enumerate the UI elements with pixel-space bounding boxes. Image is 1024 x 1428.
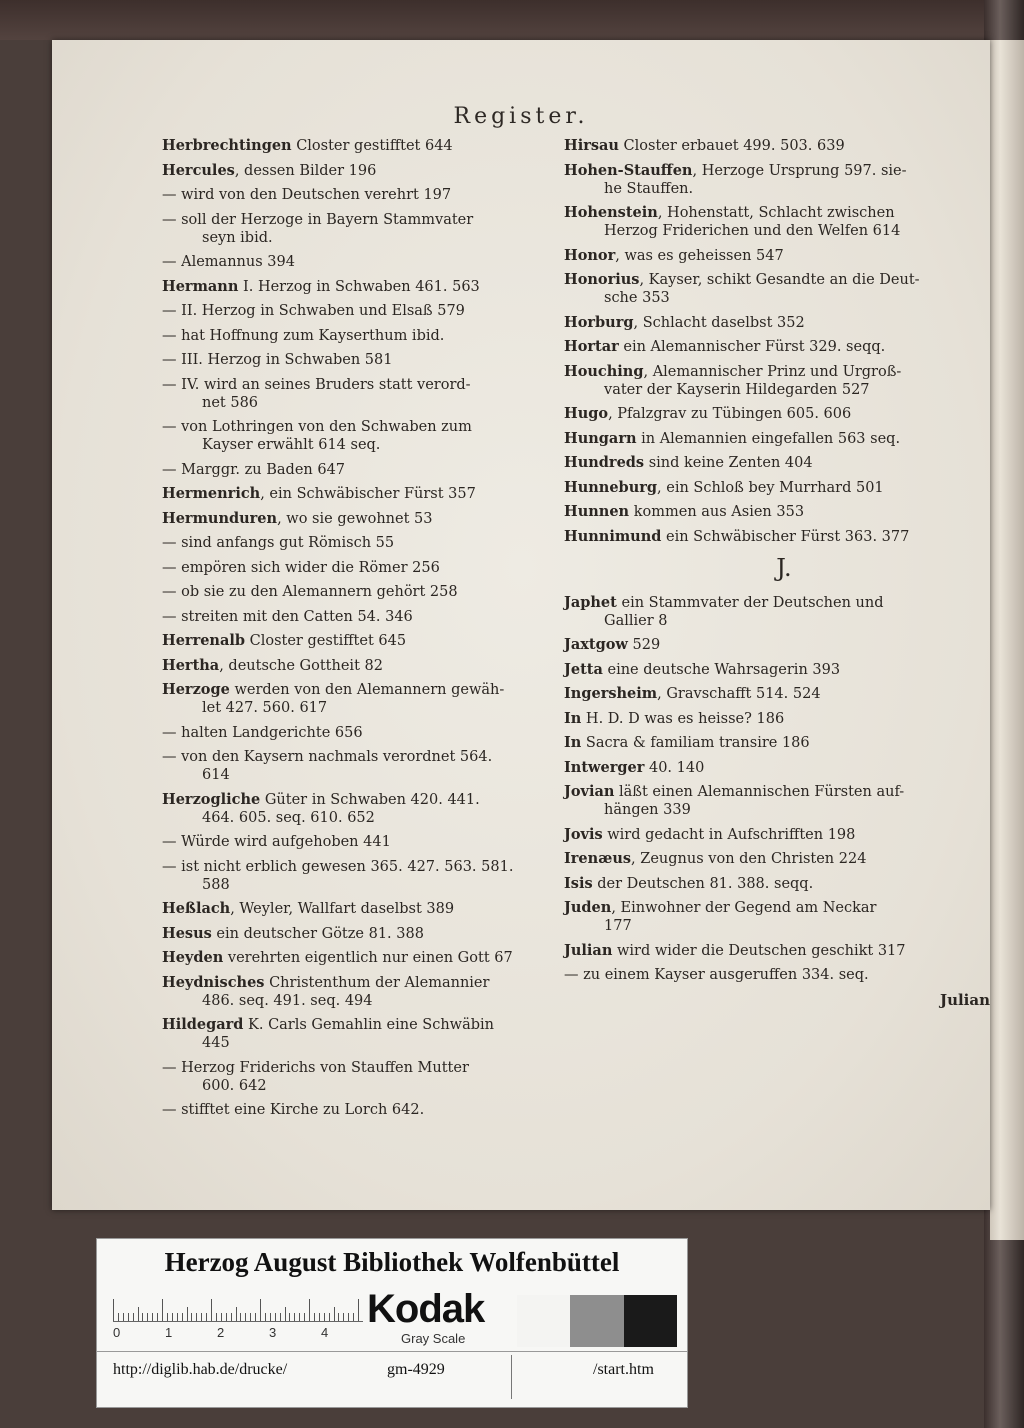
register-entry: [564, 966, 1004, 984]
entry-headword: Hildegard: [162, 1016, 244, 1033]
entry-text: , was es geheissen 547: [615, 247, 784, 264]
ruler-tick: [294, 1313, 295, 1321]
entry-text: der Deutschen 81. 388. seqq.: [592, 875, 814, 892]
entry-text: , dessen Bilder 196: [234, 162, 377, 179]
entry-text: , deutsche Gottheit 82: [219, 657, 383, 674]
entry-text: , Schlacht daselbst 352: [633, 314, 805, 331]
section-letter: J.: [776, 553, 792, 582]
entry-headword: Heyden: [162, 949, 224, 966]
entry-headword: Hugo: [564, 405, 609, 422]
register-entry: [564, 430, 1004, 448]
entry-continuation: Gallier 8: [604, 612, 668, 629]
register-entry: [564, 661, 1004, 679]
entry-headword: Hortar: [564, 338, 619, 355]
register-entry: [564, 314, 1004, 332]
entry-text: H. D. D was es heisse? 186: [581, 710, 785, 727]
entry-text: , Alemannischer Prinz und Urgroß-: [643, 363, 902, 380]
entry-text: — wird von den Deutschen verehrt 197: [162, 187, 452, 203]
entry-text: — Alemannus 394: [162, 254, 295, 270]
entry-continuation: seyn ibid.: [202, 229, 273, 246]
entry-continuation: Kayser erwählt 614 seq.: [202, 437, 381, 453]
entry-text: — IV. wird an seines Bruders statt verord-: [162, 376, 471, 393]
entry-headword: Hohen-Stauffen: [564, 161, 693, 179]
entry-text: Closter gestifftet 645: [245, 633, 407, 649]
entry-headword: Herbrechtingen: [162, 137, 292, 154]
entry-headword: Herzogliche: [162, 790, 261, 808]
entry-continuation: 600. 642: [202, 1077, 267, 1094]
ruler-tick: [118, 1313, 119, 1321]
entry-continuation: 177: [604, 918, 632, 934]
entry-headword: In: [564, 709, 582, 727]
register-entry: [162, 681, 612, 717]
register-entry: [162, 211, 612, 247]
ruler-tick: [236, 1307, 237, 1321]
entry-headword: Ingersheim: [564, 685, 658, 702]
entry-headword: Heßlach: [162, 900, 231, 917]
entry-continuation: 464. 605. seq. 610. 652: [202, 809, 375, 826]
register-entry: [162, 485, 612, 503]
entry-headword: Herzoge: [162, 681, 230, 698]
ruler-tick: [182, 1313, 183, 1321]
register-entry: [564, 594, 1004, 630]
ruler: [113, 1293, 363, 1322]
ruler-tick: [285, 1307, 286, 1321]
entry-headword: Jaxtgow: [564, 636, 628, 653]
entry-text: , Weyler, Wallfart daselbst 389: [230, 901, 455, 917]
ruler-number: 1: [165, 1325, 173, 1340]
entry-headword: Jovis: [564, 825, 603, 843]
entry-headword: Hunnimund: [564, 527, 662, 545]
ruler-tick: [206, 1313, 207, 1321]
register-entry: [564, 204, 1004, 240]
register-entry: [564, 850, 1004, 868]
card-divider: [97, 1351, 687, 1352]
register-entry: [162, 833, 612, 851]
entry-continuation: 445: [202, 1035, 230, 1051]
ruler-tick: [216, 1313, 217, 1321]
ruler-tick: [138, 1307, 139, 1321]
gray-scale-card: [96, 1238, 688, 1408]
entry-text: , ein Schwäbischer Fürst 357: [260, 486, 476, 502]
ruler-tick: [329, 1313, 330, 1321]
entry-text: sind keine Zenten 404: [644, 455, 813, 471]
ruler-tick: [309, 1299, 310, 1321]
register-entry: [162, 1059, 612, 1095]
register-entry: [162, 1101, 612, 1119]
register-entry: [564, 271, 1004, 307]
entry-headword: Honorius: [564, 271, 640, 288]
ruler-tick: [265, 1313, 266, 1321]
register-entry: [564, 363, 1004, 399]
entry-headword: Japhet: [564, 593, 617, 611]
register-entry: [162, 748, 612, 784]
entry-text: — II. Herzog in Schwaben und Elsaß 579: [162, 303, 465, 319]
register-entry: [162, 137, 612, 155]
register-entry: [564, 454, 1004, 472]
entry-text: Güter in Schwaben 420. 441.: [260, 791, 480, 808]
entry-text: — streiten mit den Catten 54. 346: [162, 608, 413, 625]
register-entry: [162, 900, 612, 918]
register-entry: [162, 657, 612, 675]
entry-headword: Herrenalb: [162, 632, 246, 649]
library-title: Herzog August Bibliothek Wolfenbüttel: [164, 1247, 620, 1277]
ruler-tick: [280, 1313, 281, 1321]
entry-text: Closter gestifftet 644: [291, 138, 453, 154]
entry-text: , Einwohner der Gegend am Neckar: [611, 900, 877, 916]
kodak-logo: Kodak: [367, 1287, 485, 1331]
entry-text: , Herzoge Ursprung 597. sie-: [692, 162, 907, 179]
entry-headword: Hunneburg: [564, 478, 658, 496]
entry-text: — Marggr. zu Baden 647: [162, 461, 346, 478]
register-entry: [564, 826, 1004, 844]
register-entry: [564, 783, 1004, 819]
ruler-tick: [260, 1299, 261, 1321]
entry-headword: Intwerger: [564, 758, 645, 776]
ruler-tick: [187, 1307, 188, 1321]
running-head: Register.: [453, 104, 589, 129]
ruler-tick: [319, 1313, 320, 1321]
ruler-tick: [201, 1313, 202, 1321]
ruler-tick: [123, 1313, 124, 1321]
register-entry: [564, 636, 1004, 654]
entry-headword: In: [564, 734, 582, 751]
gray-scale-label: Gray Scale: [401, 1331, 466, 1346]
entry-text: I. Herzog in Schwaben 461. 563: [238, 278, 480, 295]
entry-continuation: let 427. 560. 617: [202, 700, 328, 716]
ruler-tick: [358, 1299, 359, 1321]
entry-text: — III. Herzog in Schwaben 581: [162, 352, 393, 368]
register-entry: [162, 534, 612, 552]
entry-text: — ob sie zu den Alemannern gehört 258: [162, 584, 458, 600]
entry-headword: Horburg: [564, 313, 634, 331]
entry-headword: Hungarn: [564, 429, 637, 447]
ruler-tick: [275, 1313, 276, 1321]
gray-swatch: [570, 1295, 623, 1347]
ruler-number: 4: [321, 1325, 329, 1340]
gray-swatch: [624, 1295, 677, 1347]
entry-headword: Hermunduren: [162, 509, 278, 527]
ruler-number: 2: [217, 1325, 225, 1340]
register-entry: [564, 503, 1004, 521]
entry-headword: Jovian: [564, 783, 615, 800]
entry-text: — halten Landgerichte 656: [162, 724, 363, 741]
register-entry: [162, 583, 612, 601]
card-url-suffix: /start.htm: [593, 1361, 654, 1378]
ruler-tick: [167, 1313, 168, 1321]
entry-text: , Zeugnus von den Christen 224: [631, 851, 867, 867]
entry-text: — ist nicht erblich gewesen 365. 427. 563. 581.: [162, 858, 514, 875]
register-entry: [564, 875, 1004, 893]
register-entry: [564, 734, 1004, 752]
ruler-tick: [142, 1313, 143, 1321]
entry-text: — von den Kaysern nachmals verordnet 564.: [162, 749, 493, 765]
catchword: Julian: [939, 990, 990, 1009]
entry-text: , ein Schloß bey Murrhard 501: [657, 479, 884, 496]
ruler-tick: [343, 1313, 344, 1321]
entry-continuation: 588: [202, 876, 230, 893]
entry-continuation: 486. seq. 491. seq. 494: [202, 992, 373, 1009]
footer-separator: [511, 1355, 512, 1399]
register-entry: [162, 162, 612, 180]
entry-continuation: 614: [202, 767, 230, 783]
ruler-tick: [338, 1313, 339, 1321]
register-entry: [564, 162, 1004, 198]
entry-text: ein Schwäbischer Fürst 363. 377: [661, 528, 910, 545]
entry-text: kommen aus Asien 353: [629, 504, 805, 520]
ruler-tick: [147, 1313, 148, 1321]
book-page: [52, 40, 990, 1210]
entry-text: , wo sie gewohnet 53: [277, 510, 433, 527]
entry-headword: Hertha: [162, 656, 220, 674]
ruler-tick: [304, 1313, 305, 1321]
register-entry: [162, 608, 612, 626]
entry-text: K. Carls Gemahlin eine Schwäbin: [243, 1017, 494, 1033]
register-entry: [162, 302, 612, 320]
ruler-tick: [172, 1313, 173, 1321]
ruler-number: 0: [113, 1325, 121, 1340]
ruler-tick: [196, 1313, 197, 1321]
ruler-tick: [191, 1313, 192, 1321]
h-entries: [564, 137, 1004, 546]
entry-text: — hat Hoffnung zum Kayserthum ibid.: [162, 327, 445, 344]
ruler-tick: [162, 1299, 163, 1321]
ruler-tick: [270, 1313, 271, 1321]
register-entry: [162, 632, 612, 650]
entry-text: , Kayser, schikt Gesandte an die Deut-: [639, 272, 920, 288]
entry-text: wird gedacht in Aufschrifften 198: [602, 826, 856, 843]
entry-text: , Pfalzgrav zu Tübingen 605. 606: [608, 406, 852, 422]
register-entry: [162, 461, 612, 479]
entry-text: — empören sich wider die Römer 256: [162, 559, 440, 576]
register-entry: [162, 925, 612, 943]
ruler-tick: [299, 1313, 300, 1321]
entry-text: , Gravschafft 514. 524: [657, 686, 821, 702]
ruler-number: 3: [269, 1325, 277, 1340]
register-entry: [162, 1016, 612, 1052]
entry-headword: Hohenstein: [564, 204, 658, 221]
ruler-tick: [245, 1313, 246, 1321]
register-entry: [162, 186, 612, 204]
entry-text: — soll der Herzoge in Bayern Stammvater: [162, 211, 474, 228]
entry-headword: Juden: [564, 899, 612, 916]
ruler-tick: [113, 1299, 114, 1321]
register-entry: [564, 899, 1004, 935]
register-entry: [564, 685, 1004, 703]
register-entry: [564, 137, 1004, 155]
ruler-tick: [133, 1313, 134, 1321]
card-url: http://diglib.hab.de/drucke/: [113, 1361, 288, 1378]
right-column: [564, 137, 1004, 1009]
entry-text: eine deutsche Wahrsagerin 393: [602, 661, 841, 678]
ruler-tick: [314, 1313, 315, 1321]
register-entry: [162, 253, 612, 271]
ruler-tick: [231, 1313, 232, 1321]
ruler-tick: [250, 1313, 251, 1321]
ruler-tick: [289, 1313, 290, 1321]
entry-headword: Julian: [564, 941, 613, 959]
ruler-tick: [157, 1313, 158, 1321]
entry-headword: Hundreds: [564, 454, 645, 471]
register-entry: [564, 247, 1004, 265]
entry-text: 40. 140: [644, 759, 705, 776]
entry-continuation: he Stauffen.: [604, 180, 694, 197]
entry-headword: Honor: [564, 246, 616, 264]
register-entry: [162, 418, 612, 454]
ruler-tick: [221, 1313, 222, 1321]
ruler-tick: [240, 1313, 241, 1321]
register-entry: [162, 949, 612, 967]
register-entry: [162, 724, 612, 742]
entry-headword: Houching: [564, 362, 644, 380]
ruler-tick: [128, 1313, 129, 1321]
register-entry: [564, 338, 1004, 356]
entry-text: — sind anfangs gut Römisch 55: [162, 535, 395, 551]
entry-continuation: net 586: [202, 394, 259, 411]
entry-text: Christenthum der Alemannier: [264, 974, 490, 991]
ruler-tick: [255, 1313, 256, 1321]
entry-text: — Würde wird aufgehoben 441: [162, 834, 391, 850]
ruler-tick: [211, 1299, 212, 1321]
entry-text: Closter erbauet 499. 503. 639: [618, 138, 845, 154]
entry-headword: Hesus: [162, 924, 212, 942]
ruler-tick: [177, 1313, 178, 1321]
entry-headword: Heydnisches: [162, 973, 265, 991]
entry-text: Sacra & familiam transire 186: [581, 735, 810, 751]
gray-swatches: [517, 1295, 677, 1347]
register-entry: [162, 559, 612, 577]
entry-text: ein Stammvater der Deutschen und: [616, 594, 884, 611]
ruler-tick: [324, 1313, 325, 1321]
register-entry: [162, 974, 612, 1010]
entry-text: — von Lothringen von den Schwaben zum: [162, 419, 472, 435]
ruler-tick: [226, 1313, 227, 1321]
entry-text: läßt einen Alemannischen Fürsten auf-: [614, 784, 905, 800]
register-entry: [564, 942, 1004, 960]
ruler-tick: [334, 1307, 335, 1321]
entry-headword: Hermenrich: [162, 485, 261, 502]
entry-continuation: vater der Kayserin Hildegarden 527: [604, 381, 870, 398]
entry-continuation: hängen 339: [604, 802, 691, 818]
entry-text: in Alemannien eingefallen 563 seq.: [636, 430, 901, 447]
entry-text: — Herzog Friderichs von Stauffen Mutter: [162, 1059, 469, 1076]
entry-text: werden von den Alemannern gewäh-: [229, 682, 505, 698]
ruler-tick: [152, 1313, 153, 1321]
register-entry: [162, 858, 612, 894]
register-entry: [564, 528, 1004, 546]
register-entry: [564, 405, 1004, 423]
register-entry: [162, 327, 612, 345]
entry-headword: Hirsau: [564, 137, 619, 154]
entry-text: ein Alemannischer Fürst 329. seqq.: [618, 339, 886, 355]
entry-headword: Irenæus: [564, 850, 632, 867]
entry-headword: Isis: [564, 874, 593, 892]
entry-text: , Hohenstatt, Schlacht zwischen: [657, 205, 895, 221]
register-entry: [162, 278, 612, 296]
register-entry: [564, 710, 1004, 728]
entry-headword: Hercules: [162, 161, 235, 179]
ruler-tick: [348, 1313, 349, 1321]
entry-text: ein deutscher Götze 81. 388: [211, 925, 424, 942]
entry-text: wird wider die Deutschen geschikt 317: [612, 942, 906, 959]
entry-text: 529: [627, 637, 661, 653]
entry-continuation: Herzog Friderichen und den Welfen 614: [604, 223, 901, 239]
register-entry: [162, 510, 612, 528]
entry-headword: Hermann: [162, 277, 239, 295]
ruler-tick: [353, 1313, 354, 1321]
entry-text: verehrten eigentlich nur einen Gott 67: [223, 950, 513, 966]
j-entries: [564, 594, 1004, 985]
entry-text: — stifftet eine Kirche zu Lorch 642.: [162, 1102, 425, 1118]
scanner-background: [0, 0, 1024, 40]
card-signature: gm-4929: [387, 1361, 445, 1378]
entry-headword: Hunnen: [564, 503, 630, 520]
entry-headword: Jetta: [564, 660, 603, 678]
entry-continuation: sche 353: [604, 290, 670, 306]
register-entry: [564, 759, 1004, 777]
register-entry: [162, 351, 612, 369]
register-entry: [162, 791, 612, 827]
register-entry: [162, 376, 612, 412]
gray-swatch: [517, 1295, 570, 1347]
entry-text: — zu einem Kayser ausgeruffen 334. seq.: [564, 967, 869, 983]
register-entry: [564, 479, 1004, 497]
